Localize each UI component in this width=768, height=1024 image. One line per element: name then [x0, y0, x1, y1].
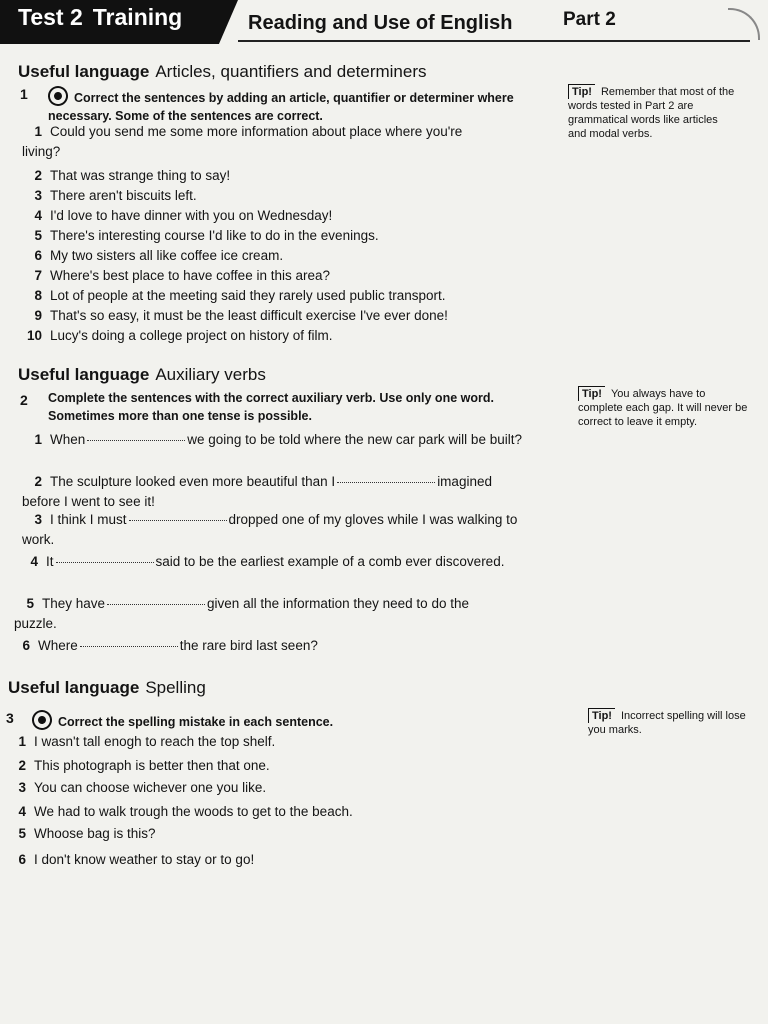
exercise3-number: 3: [6, 710, 14, 726]
item-number: 6: [22, 638, 30, 653]
item-text-after: said to be the earliest example of a comb ever discovered.: [155, 554, 505, 569]
header-rule: [238, 40, 750, 42]
list-item: [22, 122, 502, 162]
item-text: My two sisters all like coffee ice cream.: [50, 248, 284, 263]
list-item: [6, 802, 506, 822]
item-text-before: They have: [42, 596, 106, 611]
section3-heading: Useful language Spelling: [8, 678, 206, 697]
list-item: [22, 306, 502, 326]
section1-heading: Useful language Articles, quantifiers and determiners: [18, 62, 427, 81]
paper-title: Reading and Use of English: [248, 12, 513, 34]
list-item: [6, 732, 506, 752]
answer-gap: [107, 603, 205, 605]
item-number: 4: [34, 208, 42, 223]
list-item: [22, 166, 502, 186]
exercise2-instruction: Complete the sentences with the correct auxiliary verb. Use only one word. Sometimes more than one tense is possible.: [48, 391, 494, 423]
tip3-label: Tip!: [588, 708, 615, 723]
item-text-after: dropped one of my gloves while I was walking to work.: [22, 512, 518, 547]
list-item: [6, 824, 506, 844]
item-number: 5: [26, 596, 34, 611]
training-label: Training: [92, 4, 183, 30]
item-number: 1: [34, 124, 42, 139]
item-text: There's interesting course I'd like to do in the evenings.: [50, 228, 379, 243]
test-label: Test 2: [18, 4, 83, 30]
item-text: Lot of people at the meeting said they rarely used public transport.: [50, 288, 446, 303]
item-text: We had to walk trough the woods to get to the beach.: [34, 804, 353, 819]
tip2: [578, 386, 748, 429]
item-text-before: When: [50, 432, 86, 447]
item-text: Where's best place to have coffee in this area?: [50, 268, 330, 283]
item-number: 5: [34, 228, 42, 243]
item-text-before: I think I must: [50, 512, 127, 527]
answer-gap: [129, 519, 227, 521]
item-text: That was strange thing to say!: [50, 168, 231, 183]
audio-cd-icon: [30, 708, 54, 732]
tip1-label: Tip!: [568, 84, 595, 99]
item-number: 5: [18, 826, 26, 841]
item-text: This photograph is better then that one.: [34, 758, 270, 773]
item-number: 4: [18, 804, 26, 819]
list-item: [14, 594, 514, 634]
list-item: [6, 778, 506, 798]
exercise2-number: 2: [20, 392, 28, 408]
item-number: 2: [18, 758, 26, 773]
list-item: [22, 286, 502, 306]
list-item: [22, 266, 502, 286]
tip1: [568, 84, 738, 141]
item-number: 2: [34, 474, 42, 489]
item-number: 7: [34, 268, 42, 283]
item-text: Could you send me some more information about place where you're living?: [22, 124, 463, 159]
item-number: 4: [30, 554, 38, 569]
list-item: [22, 510, 522, 550]
item-text: I'd love to have dinner with you on Wednesday!: [50, 208, 333, 223]
list-item: [6, 756, 506, 776]
item-text: That's so easy, it must be the least difficult exercise I've ever done!: [50, 308, 448, 323]
list-item: [22, 246, 502, 266]
item-text: Lucy's doing a college project on history of film.: [50, 328, 333, 343]
item-number: 1: [18, 734, 26, 749]
item-text-before: It: [46, 554, 54, 569]
item-number: 3: [34, 188, 42, 203]
item-text-after: the rare bird last seen?: [179, 638, 318, 653]
item-text-before: Where: [38, 638, 78, 653]
item-text: You can choose wichever one you like.: [34, 780, 267, 795]
item-text: I wasn't tall enogh to reach the top shelf.: [34, 734, 276, 749]
list-item: [22, 472, 522, 512]
item-number: 10: [26, 328, 42, 343]
item-text: I don't know weather to stay or to go!: [34, 852, 255, 867]
answer-gap: [87, 439, 185, 441]
item-text-before: The sculpture looked even more beautiful than I: [50, 474, 336, 489]
tip2-text: You always have to complete each gap. It will never be correct to leave it empty.: [578, 388, 748, 428]
list-item: [18, 552, 518, 572]
item-number: 3: [34, 512, 42, 527]
list-item: [22, 326, 502, 346]
item-number: 3: [18, 780, 26, 795]
list-item: [22, 226, 502, 246]
list-item: [22, 430, 522, 450]
test-title: [18, 4, 192, 31]
answer-gap: [80, 645, 178, 647]
exercise1-instruction: Correct the sentences by adding an article, quantifier or determiner where necessary. Some of the sentences are correct.: [48, 86, 538, 125]
list-item: [22, 186, 502, 206]
item-text: There aren't biscuits left.: [50, 188, 197, 203]
list-item: [22, 206, 502, 226]
tip1-text: Remember that most of the words tested in Part 2 are grammatical words like articles and modal verbs.: [568, 86, 735, 140]
item-text-after: we going to be told where the new car park will be built?: [187, 432, 522, 447]
answer-gap: [337, 481, 435, 483]
audio-cd-icon: [46, 84, 70, 108]
item-text-after: imagined before I went to see it!: [22, 474, 492, 509]
tip3-text: Incorrect spelling will lose you marks.: [588, 710, 746, 736]
exercise1-number: 1: [20, 86, 28, 102]
item-text-after: given all the information they need to do the puzzle.: [14, 596, 469, 631]
tip3: [588, 708, 758, 737]
list-item: [6, 850, 506, 870]
item-number: 6: [34, 248, 42, 263]
tip2-label: Tip!: [578, 386, 605, 401]
exercise3-instruction: Correct the spelling mistake in each sentence.: [32, 710, 522, 731]
list-item: [10, 636, 510, 656]
item-number: 9: [34, 308, 42, 323]
item-number: 1: [34, 432, 42, 447]
item-text: Whoose bag is this?: [34, 826, 156, 841]
item-number: 8: [34, 288, 42, 303]
answer-gap: [56, 561, 154, 563]
item-number: 2: [34, 168, 42, 183]
item-number: 6: [18, 852, 26, 867]
part-label: Part 2: [563, 9, 616, 30]
page-curl: [728, 8, 760, 40]
section2-heading: Useful language Auxiliary verbs: [18, 365, 266, 384]
